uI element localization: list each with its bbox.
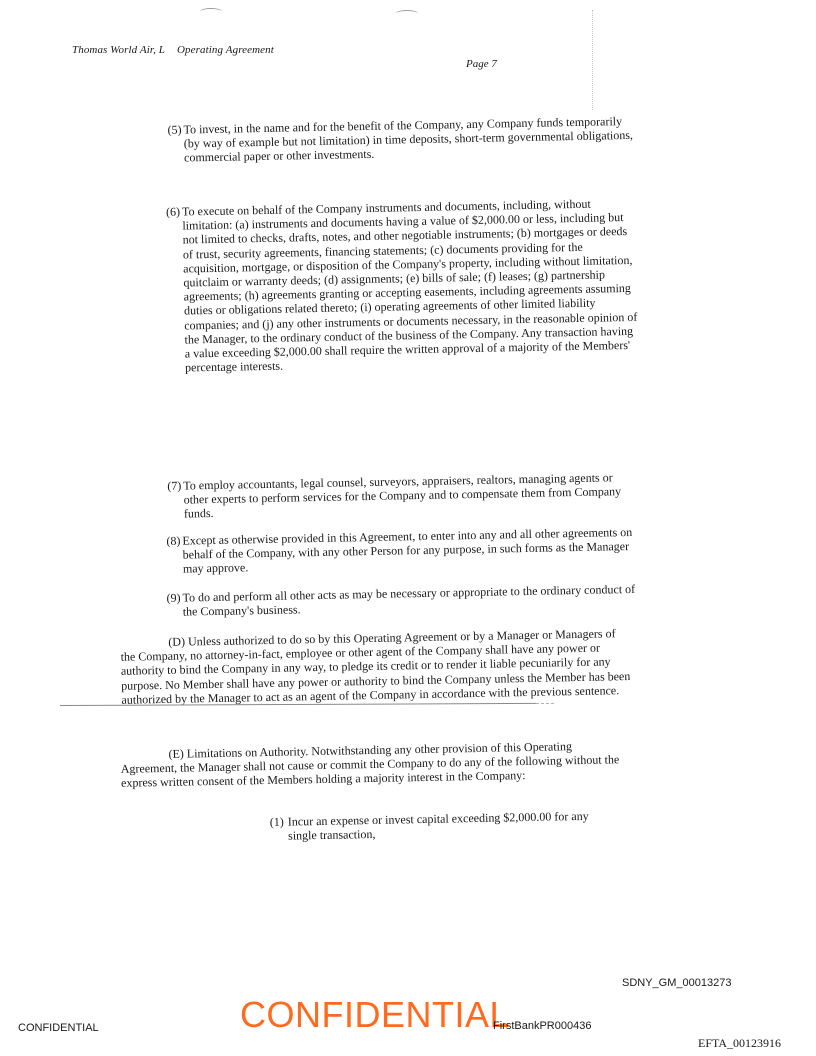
item-number: (7) — [167, 478, 182, 493]
item-text: To do and perform all other acts as may be necessary or appropriate to the ordinary conduct of the Company's business. — [182, 581, 636, 619]
confidential-label: CONFIDENTIAL — [18, 1022, 99, 1034]
item-number: (8) — [166, 533, 181, 548]
efta-id: EFTA_00123916 — [698, 1036, 782, 1050]
item-text: Incur an expense or invest capital exceeding $2,000.00 for any single transaction, — [287, 808, 589, 843]
list-item — [166, 582, 636, 619]
item-number: (9) — [166, 590, 181, 605]
confidential-stamp: CONFIDENTIAL — [240, 994, 511, 1035]
page-number: Page 7 — [466, 58, 497, 70]
bates-sdny: SDNY_GM_00013273 — [622, 977, 732, 989]
bates-firstbank: FirstBankPR000436 — [493, 1020, 592, 1032]
item-text: Except as otherwise provided in this Agreement, to enter into any and all other agreements on behalf of the Company, with any other Person for any purpose, in such forms as the Manager may approve. — [182, 524, 633, 576]
header-document-title: Operating Agreement — [177, 44, 274, 56]
list-item — [166, 525, 637, 577]
item-text: To execute on behalf of the Company instruments and documents, including, without limitation: (a) instruments and documents having a value of $2,000.00 or less, including but not limited to checks, drafts, notes, and other negotiable instruments; (b) mortgages or deeds of trust, security agreements, financing statements; (c) documents providing for the acquisition, mortgage, or disposition of the Company's property, including without limitation, quitclaim or warranty deeds; (d) assignments; (e) bills of sale; (f) leases; (g) partnership agreements; (h) agreements granting or accepting easements, including agreements assuming duties or obligations related thereto; (i) operating agreements of other limited liability companies; and (j) any other instruments or documents necessary, in the reasonable opinion of the Manager, to the ordinary conduct of the business of the Company. Any transaction having a value exceeding $2,000.00 shall require the written approval of a majority of the Members' percentage interests. — [181, 196, 638, 375]
item-number: (5) — [167, 122, 182, 137]
footer-rule-tail — [536, 703, 554, 704]
item-number: (1) — [269, 814, 284, 829]
list-item — [167, 114, 638, 166]
paragraph-e: (E) Limitations on Authority. Notwithstanding any other provision of this Operating Agreement, the Manager shall not cause or commit the Company to do any of the following without the express written consent of the Members holding a majority interest in the Company: — [120, 739, 620, 791]
paragraph-d: (D) Unless authorized to do so by this Operating Agreement or by a Manager or Managers of the Company, no attorney-in-fact, employee or other agent of the Company shall have any power or authority to bind the Company in any way, to pledge its credit or to render it liable pecuniarily for any purpose. No Member shall have any power or authority to bind the Company unless the Member has been authorized by the Manager to act as an agent of the Company in accordance with the previous sentence. — [120, 626, 631, 707]
list-item — [166, 196, 639, 375]
item-text: To invest, in the name and for the benefit of the Company, any Company funds temporarily (by way of example but not limitation) in time deposits, short-term governmental obligations, commercial paper or other investments. — [183, 114, 634, 165]
list-item — [167, 470, 638, 522]
header-company: Thomas World Air, L — [72, 44, 165, 56]
list-item — [270, 808, 610, 843]
item-text: To employ accountants, legal counsel, surveyors, appraisers, realtors, managing agents or other experts to perform services for the Company and to compensate them from Company funds. — [183, 470, 622, 521]
item-number: (6) — [165, 204, 181, 219]
